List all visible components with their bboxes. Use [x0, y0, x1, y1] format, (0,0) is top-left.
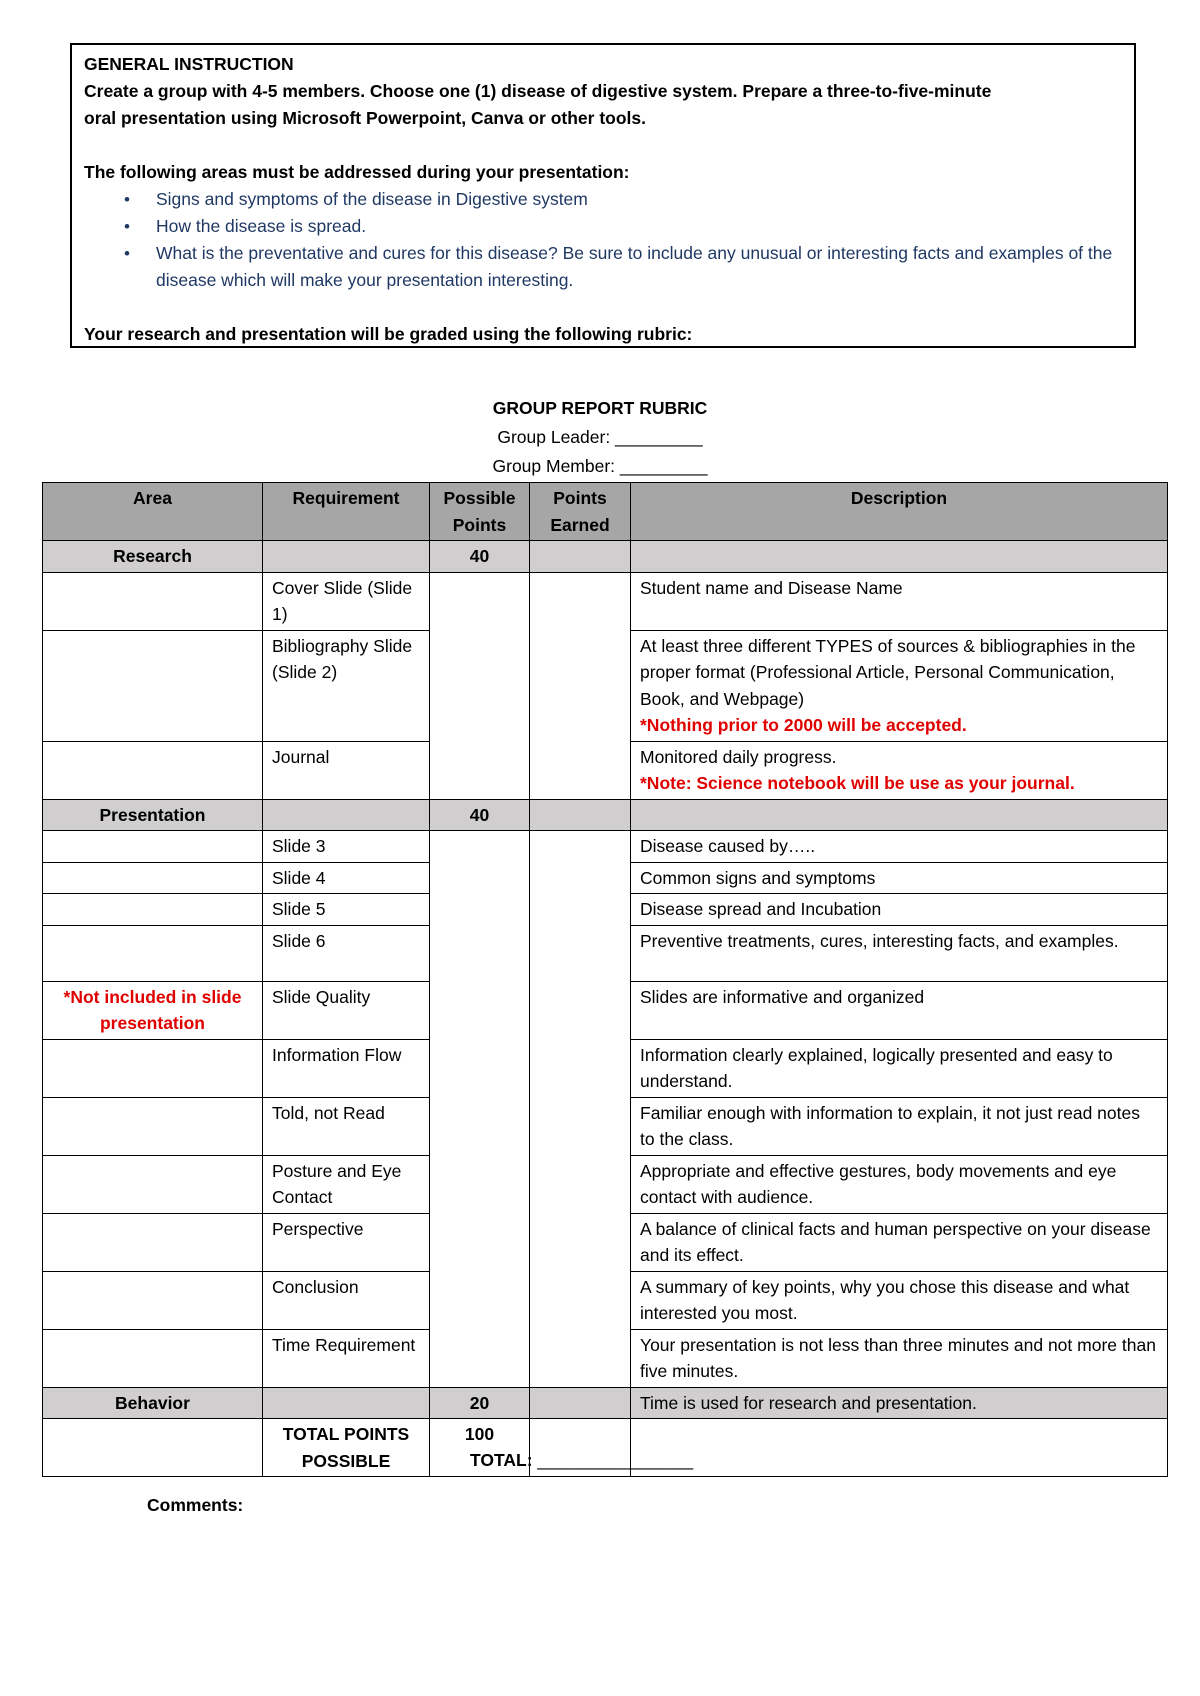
header-area: Area: [43, 483, 263, 541]
research-points: 40: [430, 541, 530, 573]
description-cell: Disease spread and Incubation: [631, 894, 1168, 926]
presentation-points-earned-cell: [530, 831, 631, 1388]
behavior-section-row: [43, 1387, 1168, 1419]
requirement-cell: Told, not Read: [263, 1097, 430, 1155]
requirement-cell: Slide Quality: [263, 981, 430, 1039]
total-blank: ________________: [537, 1450, 694, 1470]
presentation-label: Presentation: [43, 799, 263, 831]
header-possible-points: Possible Points: [430, 483, 530, 541]
not-included-note: *Not included in slide presentation: [43, 981, 263, 1039]
description-cell: Preventive treatments, cures, interesting facts, and examples.: [631, 925, 1168, 981]
header-requirement: Requirement: [263, 483, 430, 541]
description-cell: Information clearly explained, logically presented and easy to understand.: [631, 1039, 1168, 1097]
rubric-table: [42, 482, 1168, 1477]
requirement-cell: Time Requirement: [263, 1329, 430, 1387]
requirement-cell: Perspective: [263, 1213, 430, 1271]
research-section-row: [43, 541, 1168, 573]
header-description: Description: [631, 483, 1168, 541]
requirement-cell: Cover Slide (Slide 1): [263, 572, 430, 630]
requirement-cell: Posture and Eye Contact: [263, 1155, 430, 1213]
presentation-possible-points-cell: [430, 831, 530, 1388]
description-cell: [631, 741, 1168, 799]
behavior-description: Time is used for research and presentation.: [631, 1387, 1168, 1419]
presentation-points: 40: [430, 799, 530, 831]
description-text: Monitored daily progress.: [640, 746, 837, 767]
description-cell: Student name and Disease Name: [631, 572, 1168, 630]
requirement-cell: Slide 4: [263, 862, 430, 894]
requirement-cell: Conclusion: [263, 1271, 430, 1329]
total-possible-points: 100: [430, 1419, 530, 1477]
research-label: Research: [43, 541, 263, 573]
description-cell: Disease caused by…..: [631, 831, 1168, 863]
description-cell: Common signs and symptoms: [631, 862, 1168, 894]
instruction-task-line-1: Create a group with 4-5 members. Choose one (1) disease of digestive system. Prepare a three-to-five-minute: [84, 81, 992, 101]
requirement-cell: Bibliography Slide (Slide 2): [263, 630, 430, 741]
requirement-cell: Journal: [263, 741, 430, 799]
description-text: At least three different TYPES of sources & bibliographies in the proper format (Professional Article, Personal Communication, Book, and Webpage): [640, 635, 1136, 709]
description-cell: Slides are informative and organized: [631, 981, 1168, 1039]
instruction-bullet-list: [84, 186, 1124, 294]
total-possible-label: TOTAL POINTS POSSIBLE: [263, 1419, 430, 1477]
bullet-prevention-cures: • What is the preventative and cures for this disease? Be sure to include any unusual or interesting facts and examples of the disease which will make your presentation interesting.: [156, 240, 1124, 294]
instruction-task-line-2: oral presentation using Microsoft Powerpoint, Canva or other tools.: [84, 108, 646, 128]
description-cell: [631, 630, 1168, 741]
group-leader-field: Group Leader: _________: [497, 427, 703, 447]
description-cell: A balance of clinical facts and human perspective on your disease and its effect.: [631, 1213, 1168, 1271]
instruction-heading: GENERAL INSTRUCTION: [84, 54, 294, 74]
requirement-cell: Slide 3: [263, 831, 430, 863]
comments-label: Comments:: [147, 1495, 244, 1515]
description-cell: Your presentation is not less than three minutes and not more than five minutes.: [631, 1329, 1168, 1387]
rubric-title: GROUP REPORT RUBRIC: [492, 398, 708, 418]
requirement-cell: Information Flow: [263, 1039, 430, 1097]
table-row: [43, 831, 1168, 863]
general-instruction-box: [70, 43, 1136, 348]
description-cell: A summary of key points, why you chose this disease and what interested you most.: [631, 1271, 1168, 1329]
instruction-areas-intro: The following areas must be addressed during your presentation:: [84, 162, 630, 182]
group-member-field: Group Member: _________: [492, 456, 708, 476]
behavior-label: Behavior: [43, 1387, 263, 1419]
bullet-signs-symptoms: • Signs and symptoms of the disease in Digestive system: [156, 186, 1124, 213]
presentation-section-row: [43, 799, 1168, 831]
total-label: TOTAL:: [470, 1450, 533, 1470]
table-header-row: [43, 483, 1168, 541]
behavior-points: 20: [430, 1387, 530, 1419]
description-note: *Nothing prior to 2000 will be accepted.: [640, 715, 967, 735]
bullet-disease-spread: • How the disease is spread.: [156, 213, 1124, 240]
total-line: [470, 1450, 693, 1471]
table-row: [43, 572, 1168, 630]
description-cell: Familiar enough with information to explain, it not just read notes to the class.: [631, 1097, 1168, 1155]
description-cell: Appropriate and effective gestures, body movements and eye contact with audience.: [631, 1155, 1168, 1213]
research-possible-points-cell: [430, 572, 530, 799]
requirement-cell: Slide 6: [263, 925, 430, 981]
research-points-earned-cell: [530, 572, 631, 799]
instruction-graded-note: Your research and presentation will be graded using the following rubric:: [84, 324, 693, 344]
header-points-earned: Points Earned: [530, 483, 631, 541]
description-note: *Note: Science notebook will be use as your journal.: [640, 773, 1075, 793]
requirement-cell: Slide 5: [263, 894, 430, 926]
